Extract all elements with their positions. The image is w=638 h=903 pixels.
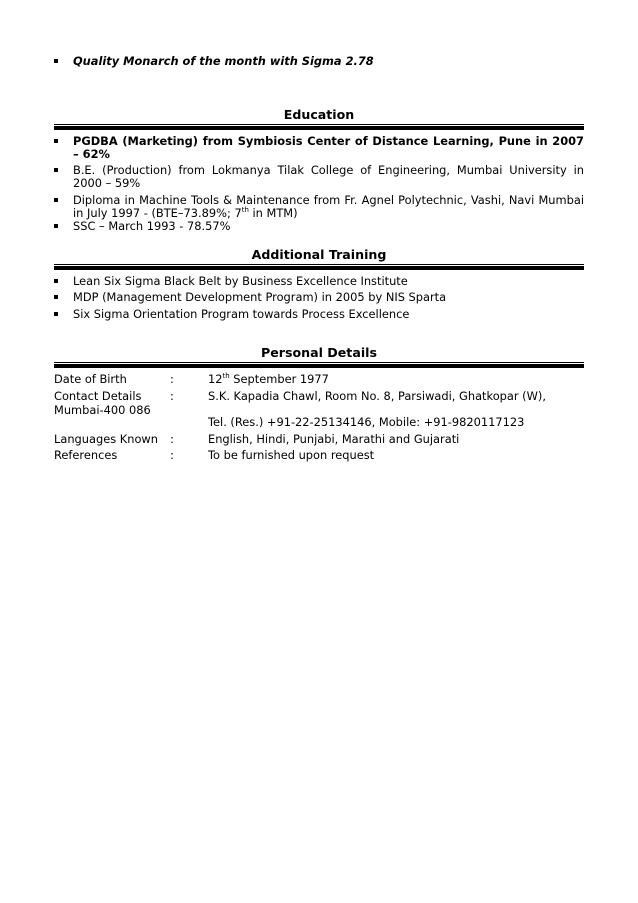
education-section — [54, 107, 584, 130]
list-item — [54, 308, 584, 321]
education-list — [54, 135, 584, 234]
dob-rest: September 1977 — [229, 372, 329, 386]
bullet-icon — [54, 312, 58, 316]
training-list — [54, 275, 584, 324]
list-item — [54, 220, 584, 233]
separator-colon: : — [170, 431, 174, 446]
contact-phone: Tel. (Res.) +91-22-25134146, Mobile: +91-9820117123 — [208, 415, 525, 430]
achievement-text: Quality Monarch of the month with Sigma 2.78 — [73, 54, 374, 68]
bullet-icon — [54, 168, 58, 172]
training-section — [54, 247, 584, 270]
education-item: B.E. (Production) from Lokmanya Tilak College of Engineering, Mumbai University in 2000 – 59% — [73, 162, 584, 191]
list-item — [54, 135, 584, 162]
bullet-icon — [54, 295, 58, 299]
references-label: References — [54, 448, 118, 463]
separator-colon: : — [170, 448, 174, 463]
table-row — [54, 433, 584, 446]
languages-label: Languages Known — [54, 431, 158, 446]
education-heading: Education — [283, 107, 355, 122]
education-item-tail: in MTM) — [248, 206, 298, 221]
training-item: MDP (Management Development Program) in 2005 by NIS Sparta — [73, 290, 447, 305]
references-value: To be furnished upon request — [208, 448, 375, 463]
table-row — [54, 449, 584, 462]
personal-details-table — [54, 373, 584, 462]
list-item — [54, 164, 584, 191]
bullet-icon — [54, 59, 58, 63]
training-heading: Additional Training — [251, 247, 387, 262]
contact-label: Contact Details — [54, 389, 142, 404]
contact-city: Mumbai-400 086 — [54, 402, 151, 417]
training-item: Lean Six Sigma Black Belt by Business Excellence Institute — [73, 274, 408, 288]
separator-colon: : — [170, 372, 174, 386]
superscript: th — [222, 372, 230, 381]
table-row — [54, 416, 584, 429]
dob-day: 12 — [208, 372, 223, 386]
education-item: PGDBA (Marketing) from Symbiosis Center of Distance Learning, Pune in 2007 – 62% — [73, 134, 584, 162]
bullet-icon — [54, 224, 58, 228]
bullet-icon — [54, 279, 58, 283]
achievement-list — [54, 55, 584, 68]
personal-heading: Personal Details — [261, 345, 377, 360]
list-item — [54, 194, 584, 221]
separator-colon: : — [170, 389, 174, 404]
languages-value: English, Hindi, Punjabi, Marathi and Gujarati — [208, 431, 460, 446]
table-row — [54, 373, 584, 386]
education-item: Diploma in Machine Tools & Maintenance from Fr. Agnel Polytechnic, Vashi, Navi Mumbai in July 1997 - (BTE–73.89%; 7 — [73, 192, 584, 221]
education-item: SSC – March 1993 - 78.57% — [73, 219, 231, 234]
dob-label: Date of Birth — [54, 372, 127, 386]
bullet-icon — [54, 139, 58, 143]
section-divider — [54, 124, 584, 130]
personal-section — [54, 345, 584, 368]
list-item — [54, 275, 584, 288]
dob-value — [208, 373, 584, 386]
bullet-icon — [54, 198, 58, 202]
contact-address: S.K. Kapadia Chawl, Room No. 8, Parsiwadi, Ghatkopar (W), — [208, 389, 546, 404]
training-item: Six Sigma Orientation Program towards Process Excellence — [73, 306, 410, 321]
table-row — [54, 390, 584, 417]
list-item — [54, 55, 584, 68]
superscript: th — [241, 206, 249, 215]
section-divider — [54, 264, 584, 270]
section-divider — [54, 362, 584, 368]
list-item — [54, 291, 584, 304]
